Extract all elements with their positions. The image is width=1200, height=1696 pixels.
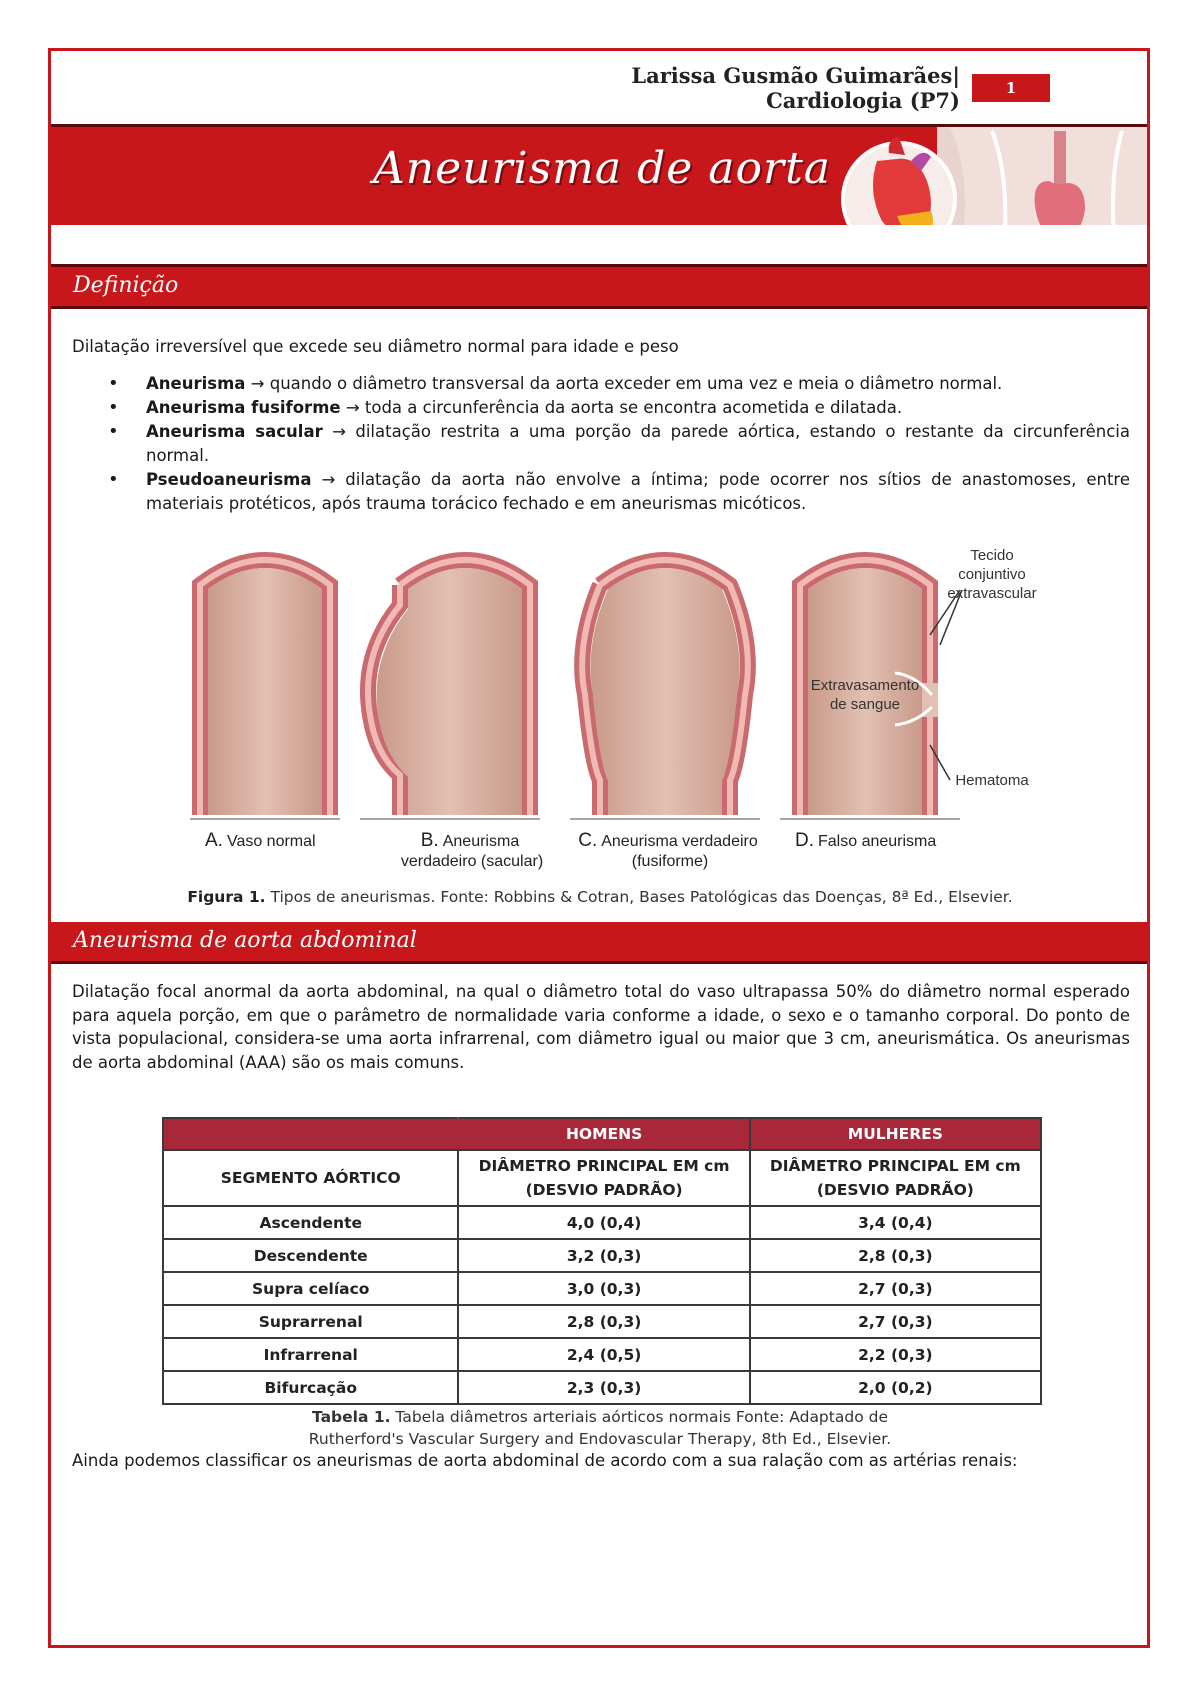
table-row <box>163 1272 1041 1305</box>
table-caption-label: Tabela 1. <box>312 1408 391 1426</box>
table-header-blank <box>163 1118 458 1150</box>
cell-women: 2,7 (0,3) <box>750 1305 1041 1338</box>
cell-women: 2,7 (0,3) <box>750 1272 1041 1305</box>
section-header-definicao <box>51 267 1147 309</box>
cell-women: 2,8 (0,3) <box>750 1239 1041 1272</box>
cell-segment: Infrarrenal <box>163 1338 458 1371</box>
page-title: Aneurisma de aorta <box>373 143 831 194</box>
table-subheader-row <box>163 1150 1041 1206</box>
table-header-men: HOMENS <box>458 1118 749 1150</box>
panel-label-c-line2: (fusiforme) <box>631 853 709 870</box>
list-item <box>100 396 1130 420</box>
author-course: Larissa Gusmão Guimarães| Cardiologia (P7) <box>631 63 960 113</box>
label-extravasamento-1: Extravasamento <box>810 677 920 694</box>
label-tecido-1: Tecido <box>970 547 1014 564</box>
table-row <box>163 1206 1041 1239</box>
term-description: → dilatação restrita a uma porção da parede aórtica, estando o restante da circunferência normal. <box>146 422 1130 465</box>
term: Aneurisma fusiforme <box>146 398 341 417</box>
table-row <box>163 1338 1041 1371</box>
cell-women: 2,2 (0,3) <box>750 1338 1041 1371</box>
list-item <box>100 420 1130 468</box>
closing-paragraph: Ainda podemos classificar os aneurismas de aorta abdominal de acordo com a sua ralação com as artérias renais: <box>72 1451 1018 1470</box>
cell-men: 2,4 (0,5) <box>458 1338 749 1371</box>
definition-list <box>100 372 1130 516</box>
aneurysm-types-figure <box>190 545 1070 875</box>
panel-label-b-line2: verdadeiro (sacular) <box>400 853 544 870</box>
aortic-diameter-table <box>162 1117 1042 1405</box>
panel-label-c: C. Aneurisma verdadeiro <box>578 830 758 851</box>
term-description: → quando o diâmetro transversal da aorta exceder em uma vez e meia o diâmetro normal. <box>245 374 1003 393</box>
table-row <box>163 1239 1041 1272</box>
figure-caption-label: Figura 1. <box>187 888 266 906</box>
panel-label-d: D. Falso aneurisma <box>795 830 937 851</box>
term: Aneurisma <box>146 374 246 393</box>
definition-intro: Dilatação irreversível que excede seu diâmetro normal para idade e peso <box>72 337 679 356</box>
label-hematoma: Hematoma <box>955 772 1029 789</box>
cell-men: 4,0 (0,4) <box>458 1206 749 1239</box>
cell-men: 3,0 (0,3) <box>458 1272 749 1305</box>
table-caption-line2: Rutherford's Vascular Surgery and Endovascular Therapy, 8th Ed., Elsevier. <box>308 1430 892 1448</box>
label-extravasamento-2: de sangue <box>829 696 901 713</box>
section-title: Definição <box>73 273 179 298</box>
table-row <box>163 1305 1041 1338</box>
table-caption-line1: Tabela diâmetros arteriais aórticos normais Fonte: Adaptado de <box>390 1408 888 1426</box>
list-item <box>100 468 1130 516</box>
section-title: Aneurisma de aorta abdominal <box>73 928 417 953</box>
panel-label-b: B. Aneurisma <box>420 830 520 851</box>
table-group-header-row <box>163 1118 1041 1150</box>
term: Pseudoaneurisma <box>146 470 312 489</box>
cell-segment: Suprarrenal <box>163 1305 458 1338</box>
cell-segment: Bifurcação <box>163 1371 458 1404</box>
table-header-women: MULHERES <box>750 1118 1041 1150</box>
panel-label-a: A. Vaso normal <box>205 830 316 851</box>
vessel-fusiform <box>570 560 760 819</box>
table-caption <box>230 1406 970 1450</box>
term-description: → dilatação da aorta não envolve a íntima; pode ocorrer nos sítios de anastomoses, entre materiais protéticos, após trauma torácico fechado e em aneurismas micóticos. <box>146 470 1130 513</box>
table-header-segment: SEGMENTO AÓRTICO <box>163 1150 458 1206</box>
figure-caption <box>80 888 1120 906</box>
term-description: → toda a circunferência da aorta se encontra acometida e dilatada. <box>340 398 903 417</box>
heart-torso-illustration <box>827 124 1147 225</box>
vessel-saccular <box>360 560 540 819</box>
section-header-aaa <box>51 922 1147 964</box>
cell-women: 2,0 (0,2) <box>750 1371 1041 1404</box>
cell-segment: Ascendente <box>163 1206 458 1239</box>
term: Aneurisma sacular <box>146 422 323 441</box>
cell-men: 2,3 (0,3) <box>458 1371 749 1404</box>
page-number: 1 <box>972 74 1050 102</box>
cell-men: 3,2 (0,3) <box>458 1239 749 1272</box>
cell-segment: Supra celíaco <box>163 1272 458 1305</box>
list-item <box>100 372 1130 396</box>
aaa-definition: Dilatação focal anormal da aorta abdominal, na qual o diâmetro total do vaso ultrapassa 50% do diâmetro normal esperado para aquela porção, em que o parâmetro de normalidade varia conforme a idade, o sexo e o tamanho corporal. Do ponto de vista populacional, considera-se uma aorta infrarrenal, com diâmetro igual ou maior que 3 cm, aneurismática. Os aneurismas de aorta abdominal (AAA) são os mais comuns. <box>72 982 1130 1072</box>
label-tecido-3: extravascular <box>947 585 1037 602</box>
figure-caption-text: Tipos de aneurismas. Fonte: Robbins & Cotran, Bases Patológicas das Doenças, 8ª Ed., Elsevier. <box>265 888 1013 906</box>
title-banner <box>51 124 1147 225</box>
vessel-normal <box>190 560 340 819</box>
table-row <box>163 1371 1041 1404</box>
table-header-diameter-men: DIÂMETRO PRINCIPAL EM cm (DESVIO PADRÃO) <box>458 1150 749 1206</box>
cell-women: 3,4 (0,4) <box>750 1206 1041 1239</box>
table-header-diameter-women: DIÂMETRO PRINCIPAL EM cm (DESVIO PADRÃO) <box>750 1150 1041 1206</box>
cell-men: 2,8 (0,3) <box>458 1305 749 1338</box>
running-header <box>520 63 1050 113</box>
label-tecido-2: conjuntivo <box>958 566 1026 583</box>
cell-segment: Descendente <box>163 1239 458 1272</box>
